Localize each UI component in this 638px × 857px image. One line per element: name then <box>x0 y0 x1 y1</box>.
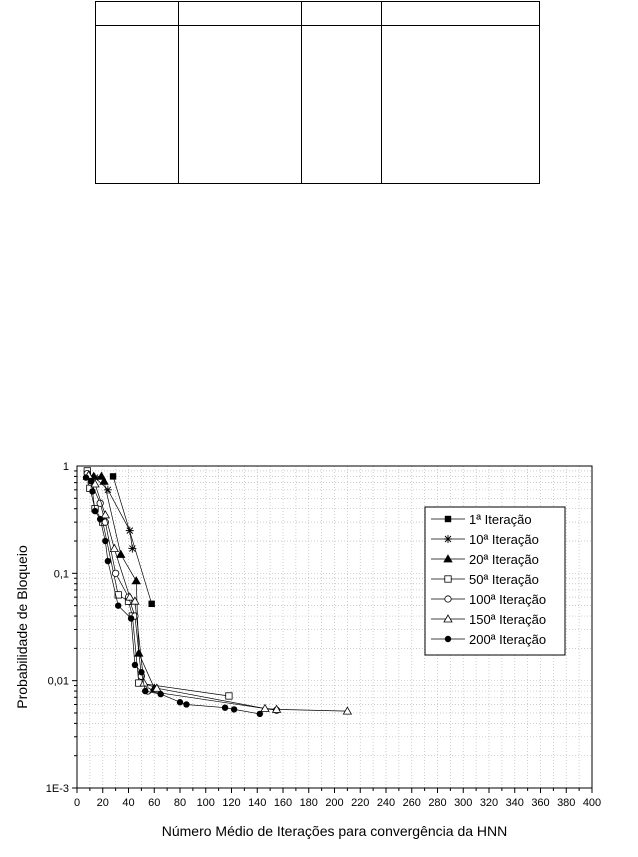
data-point <box>115 602 121 608</box>
legend-label: 100ª Iteração <box>469 592 547 607</box>
legend-marker <box>444 535 452 543</box>
legend-marker <box>445 576 451 582</box>
data-point <box>183 701 189 707</box>
series-line <box>113 476 152 603</box>
legend-marker <box>445 596 451 602</box>
legend-marker <box>445 516 451 522</box>
x-tick-label: 260 <box>402 797 421 809</box>
x-axis-title: Número Médio de Iterações para convergência da HNN <box>161 823 508 839</box>
data-point <box>88 478 94 484</box>
x-tick-label: 160 <box>273 797 293 809</box>
data-point <box>226 693 232 699</box>
data-point <box>132 662 138 668</box>
x-tick-label: 360 <box>531 797 550 809</box>
series-line <box>86 478 260 714</box>
data-point <box>222 704 228 710</box>
series-line <box>89 475 348 711</box>
x-tick-label: 220 <box>351 797 370 809</box>
data-point <box>148 601 154 607</box>
series-group <box>83 468 352 717</box>
y-tick-label: 1 <box>62 461 69 473</box>
x-tick-label: 180 <box>299 797 318 809</box>
legend-label: 10ª Iteração <box>469 532 539 547</box>
series <box>84 470 280 713</box>
x-tick-label: 240 <box>376 797 396 809</box>
data-point <box>142 688 148 694</box>
data-point <box>92 508 98 514</box>
data-point <box>231 706 237 712</box>
x-tick-label: 200 <box>325 797 344 809</box>
data-point <box>112 570 118 576</box>
x-tick-label: 40 <box>122 797 135 809</box>
data-point <box>128 615 134 621</box>
x-tick-label: 20 <box>96 797 109 809</box>
y-tick-label: 1E-3 <box>45 783 69 795</box>
x-tick-label: 380 <box>557 797 576 809</box>
x-tick-label: 140 <box>248 797 267 809</box>
legend-label: 150ª Iteração <box>469 612 547 627</box>
y-axis-title: Probabilidade de Bloqueio <box>14 545 30 709</box>
data-point <box>110 545 118 552</box>
data-point <box>128 545 136 553</box>
data-point <box>343 707 351 714</box>
legend-marker <box>445 636 451 642</box>
x-tick-label: 300 <box>454 797 473 809</box>
data-point <box>110 473 116 479</box>
legend-label: 1ª Iteração <box>469 512 532 527</box>
x-tick-label: 80 <box>173 797 187 809</box>
data-point <box>102 538 108 544</box>
x-tick-label: 320 <box>479 797 499 809</box>
legend-label: 50ª Iteração <box>469 572 539 587</box>
x-tick-label: 280 <box>428 797 447 809</box>
data-point <box>105 558 111 564</box>
x-tick-label: 60 <box>148 797 161 809</box>
data-point <box>97 516 103 522</box>
data-point <box>132 577 140 584</box>
data-point <box>138 669 144 675</box>
y-tick-label: 0,01 <box>47 675 69 688</box>
legend <box>425 507 565 655</box>
x-tick-label: 400 <box>582 797 602 809</box>
data-point <box>157 691 163 697</box>
data-point <box>89 488 95 494</box>
x-tick-label: 120 <box>222 797 241 809</box>
data-point <box>257 711 263 717</box>
y-tick-label: 0,1 <box>53 568 69 581</box>
series <box>85 471 352 714</box>
x-tick-label: 100 <box>196 797 215 809</box>
legend-label: 200ª Iteração <box>469 632 547 647</box>
legend-label: 20ª Iteração <box>469 552 539 567</box>
series <box>83 474 263 717</box>
data-point <box>126 527 134 535</box>
data-point <box>83 474 89 480</box>
x-tick-label: 340 <box>505 797 524 809</box>
data-point <box>177 699 183 705</box>
x-tick-label: 0 <box>73 797 81 809</box>
